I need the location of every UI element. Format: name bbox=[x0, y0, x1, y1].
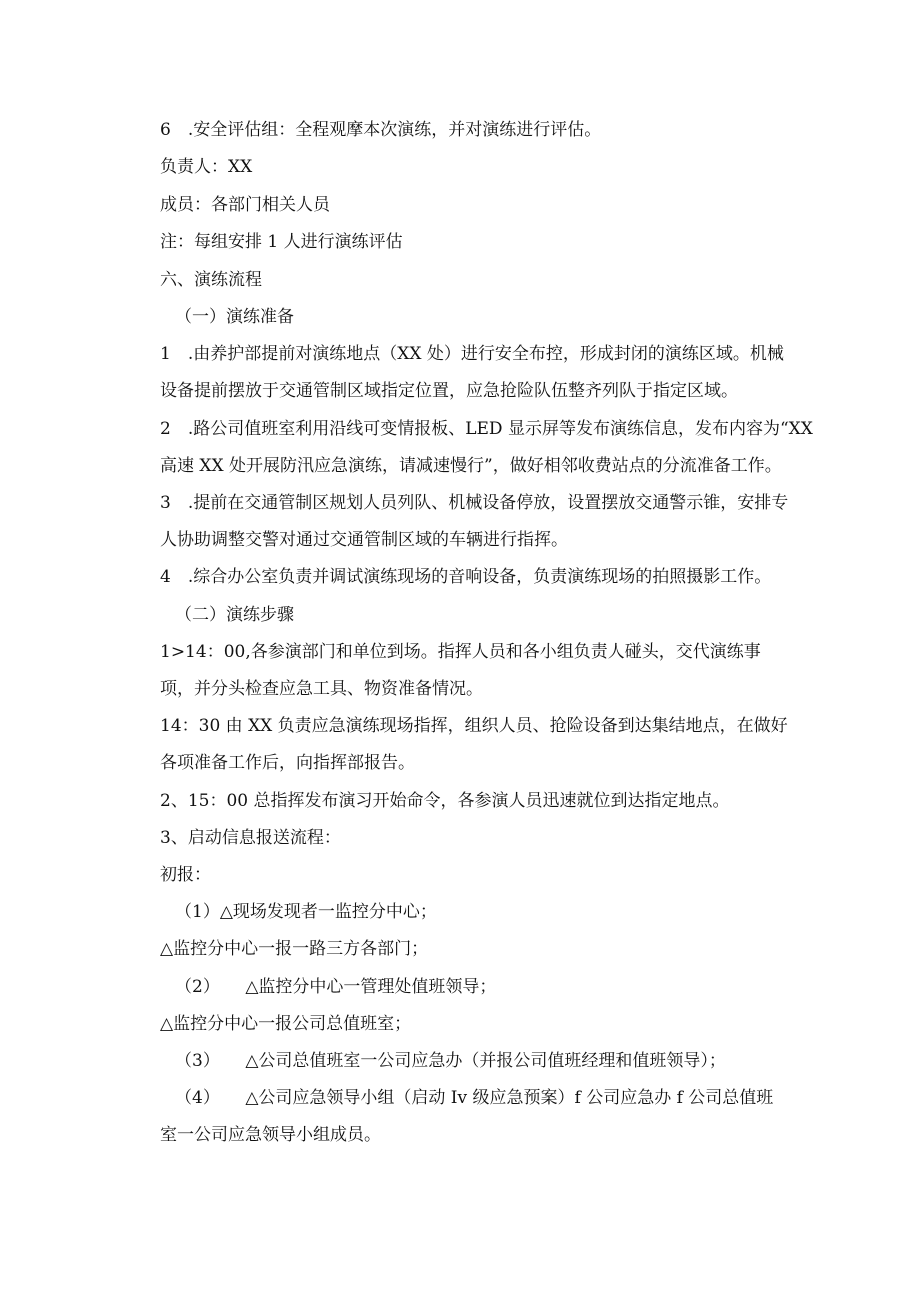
text-line: （4） △公司应急领导小组（启动 Iv 级应急预案）f 公司应急办 f 公司总值班 bbox=[175, 1088, 774, 1108]
text-line: 6 .安全评估组：全程观摩本次演练，并对演练进行评估。 bbox=[160, 120, 602, 140]
text-line: △监控分中心一报一路三方各部门； bbox=[160, 939, 429, 959]
text-line: 14：30 由 XX 负责应急演练现场指挥，组织人员、抢险设备到达集结地点，在做好 bbox=[160, 716, 788, 736]
text-line: 负责人：XX bbox=[160, 157, 253, 177]
text-line: △监控分中心一报公司总值班室； bbox=[160, 1014, 412, 1034]
text-line: 3 .提前在交通管制区规划人员列队、机械设备停放，设置摆放交通警示锥，安排专 bbox=[160, 493, 789, 513]
text-line: 设备提前摆放于交通管制区域指定位置，应急抢险队伍整齐列队于指定区域。 bbox=[160, 381, 738, 401]
subsection-heading: （二）演练步骤 bbox=[175, 605, 294, 625]
text-line: 初报： bbox=[160, 865, 211, 885]
text-line: 人协助调整交警对通过交通管制区域的车辆进行指挥。 bbox=[160, 530, 568, 550]
text-line: （2） △监控分中心一管理处值班领导； bbox=[175, 977, 497, 997]
text-line: 室一公司应急领导小组成员。 bbox=[160, 1125, 381, 1145]
text-line: 成员：各部门相关人员 bbox=[160, 195, 330, 215]
text-line: 1 .由养护部提前对演练地点（XX 处）进行安全布控，形成封闭的演练区域。机械 bbox=[160, 344, 784, 364]
text-line: 各项准备工作后，向指挥部报告。 bbox=[160, 753, 415, 773]
text-line: 项，并分头检查应急工具、物资准备情况。 bbox=[160, 679, 483, 699]
text-line: 3、启动信息报送流程： bbox=[160, 828, 341, 848]
text-line: 1>14：00,各参演部门和单位到场。指挥人员和各小组负责人碰头，交代演练事 bbox=[160, 642, 761, 662]
text-line: 4 .综合办公室负责并调试演练现场的音响设备，负责演练现场的拍照摄影工作。 bbox=[160, 567, 772, 587]
text-line: 2、15：00 总指挥发布演习开始命令，各参演人员迅速就位到达指定地点。 bbox=[160, 791, 730, 811]
text-line: （3） △公司总值班室一公司应急办（并报公司值班经理和值班领导）； bbox=[175, 1051, 726, 1071]
text-line: 高速 XX 处开展防汛应急演练，请减速慢行”，做好相邻收费站点的分流准备工作。 bbox=[160, 456, 782, 476]
text-line: 注：每组安排 1 人进行演练评估 bbox=[160, 232, 403, 252]
section-heading: 六、演练流程 bbox=[160, 270, 262, 290]
text-line: （1）△现场发现者一监控分中心； bbox=[175, 902, 437, 922]
text-line: 2 .路公司值班室利用沿线可变情报板、LED 显示屏等发布演练信息，发布内容为“XX bbox=[160, 419, 813, 439]
subsection-heading: （一）演练准备 bbox=[175, 307, 294, 327]
